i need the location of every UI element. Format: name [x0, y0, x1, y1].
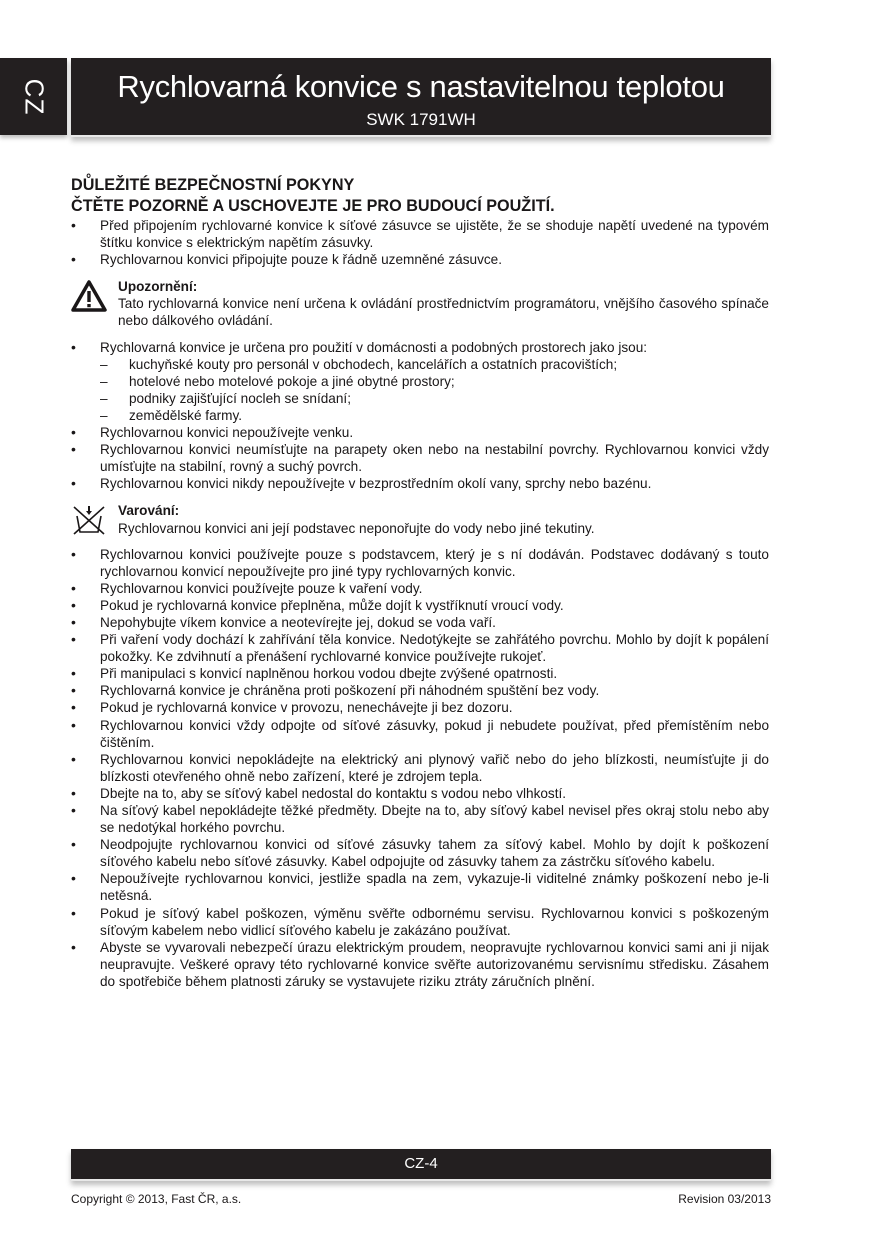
- list-item: [71, 339, 769, 424]
- page-title: Rychlovarná konvice s nastavitelnou teplotou: [117, 69, 725, 104]
- page-number: CZ-4: [404, 1155, 438, 1172]
- list-item: • Při manipulaci s konvicí naplněnou horkou vodou dbejte zvýšené opatrnosti.: [71, 665, 769, 682]
- list-item: • Neodpojujte rychlovarnou konvici od síťové zásuvky tahem za síťový kabel. Mohlo by dojít k poškození síťového kabelu nebo síťové zásuvky. Kabel odpojujte od zásuvky tahem za zástrčku síťového kabelu.: [71, 836, 769, 870]
- list-item: • Rychlovarnou konvici vždy odpojte od síťové zásuvky, pokud ji nebudete používat, před přemístěním nebo čištěním.: [71, 717, 769, 751]
- sub-list-item: – podniky zajišťující nocleh se snídaní;: [100, 390, 769, 407]
- warning-title: Varování:: [118, 503, 180, 519]
- list-item: • Před připojením rychlovarné konvice k síťové zásuvce se ujistěte, že se shoduje napětí uvedené na typovém štítku konvice s elektrickým napětím zásuvky.: [71, 217, 769, 251]
- sub-list-item: – hotelové nebo motelové pokoje a jiné obytné prostory;: [100, 373, 769, 390]
- list-item: • Pokud je rychlovarná konvice v provozu, nenechávejte ji bez dozoru.: [71, 699, 769, 716]
- section-subheading: ČTĚTE POZORNĚ A USCHOVEJTE JE PRO BUDOUCÍ POUŽITÍ.: [71, 197, 555, 215]
- bullet-list-b: [71, 339, 769, 493]
- list-item-intro: Rychlovarná konvice je určena pro použití v domácnosti a podobných prostorech jako jsou:: [100, 339, 648, 355]
- list-item: • Nepoužívejte rychlovarnou konvici, jestliže spadla na zem, vykazuje-li viditelné známky poškození nebo je-li netěsná.: [71, 870, 769, 904]
- caution-text: Tato rychlovarná konvice není určena k ovládání prostřednictvím programátoru, vnějšího časového spínače nebo dálkového ovládání.: [118, 296, 769, 329]
- do-not-immerse-icon: [71, 504, 107, 536]
- section-heading: DŮLEŽITÉ BEZPEČNOSTNÍ POKYNY: [71, 176, 355, 194]
- list-item: • Rychlovarnou konvici nepoužívejte venku.: [71, 424, 769, 441]
- list-item: • Rychlovarnou konvici nepokládejte na elektrický ani plynový vařič nebo do jeho blízkosti, neumísťujte ji do blízkosti otevřeného ohně nebo zařízení, které je zdrojem tepla.: [71, 751, 769, 785]
- list-item: • Rychlovarnou konvici nikdy nepoužívejte v bezprostředním okolí vany, sprchy nebo bazénu.: [71, 475, 769, 492]
- sub-list-item: – zemědělské farmy.: [100, 407, 769, 424]
- bullet-list-c: [71, 546, 769, 990]
- list-item: • Na síťový kabel nepokládejte těžké předměty. Dbejte na to, aby síťový kabel nevisel přes okraj stolu nebo aby se nedotýkal horkého povrchu.: [71, 802, 769, 836]
- page-footer: [71, 1149, 771, 1181]
- list-item: • Pokud je síťový kabel poškozen, výměnu svěřte odbornému servisu. Rychlovarnou konvici s poškozeným síťovým kabelem nebo vidlicí síťového kabelu je zakázáno používat.: [71, 905, 769, 939]
- revision: Revision 03/2013: [678, 1192, 771, 1206]
- bullet-list-a: [71, 217, 769, 268]
- list-item: • Abyste se vyvarovali nebezpečí úrazu elektrickým proudem, neopravujte rychlovarnou konvici sami ani ji nijak neupravujte. Veškeré opravy této rychlovarné konvice svěřte autorizovanému servisnímu středisku. Zásahem do spotřebiče během platnosti záruky se vystavujete riziku ztráty záručních plnění.: [71, 939, 769, 990]
- list-item: • Rychlovarnou konvici používejte pouze s podstavcem, který je s ní dodáván. Podstavec dodávaný s touto rychlovarnou konvicí nepoužívejte pro jiné typy rychlovarných konvic.: [71, 546, 769, 580]
- list-item: • Rychlovarnou konvici neumísťujte na parapety oken nebo na nestabilní povrchy. Rychlovarnou konvici vždy umísťujte na stabilní, rovný a suchý povrch.: [71, 441, 769, 475]
- list-item: • Nepohybujte víkem konvice a neotevírejte jej, dokud se voda vaří.: [71, 614, 769, 631]
- model-number: SWK 1791WH: [366, 110, 476, 129]
- warning-text: Rychlovarnou konvici ani její podstavec neponořujte do vody nebo jiné tekutiny.: [118, 520, 595, 536]
- safety-instructions: [71, 175, 769, 990]
- sub-list-item: – kuchyňské kouty pro personál v obchodech, kancelářích a ostatních pracovištích;: [100, 356, 769, 373]
- list-item: • Rychlovarná konvice je chráněna proti poškození při náhodném spuštění bez vody.: [71, 682, 769, 699]
- caution-notice: [71, 278, 769, 329]
- list-item: • Dbejte na to, aby se síťový kabel nedostal do kontaktu s vodou nebo vlhkostí.: [71, 785, 769, 802]
- list-item: • Rychlovarnou konvici používejte pouze k vaření vody.: [71, 580, 769, 597]
- warning-notice: [71, 502, 769, 536]
- sub-list: [100, 356, 769, 424]
- list-item: • Pokud je rychlovarná konvice přeplněna, může dojít k vystříknutí vroucí vody.: [71, 597, 769, 614]
- language-code: CZ: [19, 78, 49, 115]
- list-item: • Rychlovarnou konvici připojujte pouze k řádně uzemněné zásuvce.: [71, 251, 769, 268]
- caution-title: Upozornění:: [118, 279, 198, 295]
- warning-triangle-icon: [71, 280, 107, 312]
- language-tab: [0, 58, 67, 135]
- copyright: Copyright © 2013, Fast ČR, a.s.: [71, 1192, 242, 1206]
- list-item: • Při vaření vody dochází k zahřívání těla konvice. Nedotýkejte se zahřátého povrchu. Mohlo by dojít k popálení pokožky. Ke zdvihnutí a přenášení rychlovarné konvice používejte rukojeť.: [71, 631, 769, 665]
- page-header: [71, 58, 771, 137]
